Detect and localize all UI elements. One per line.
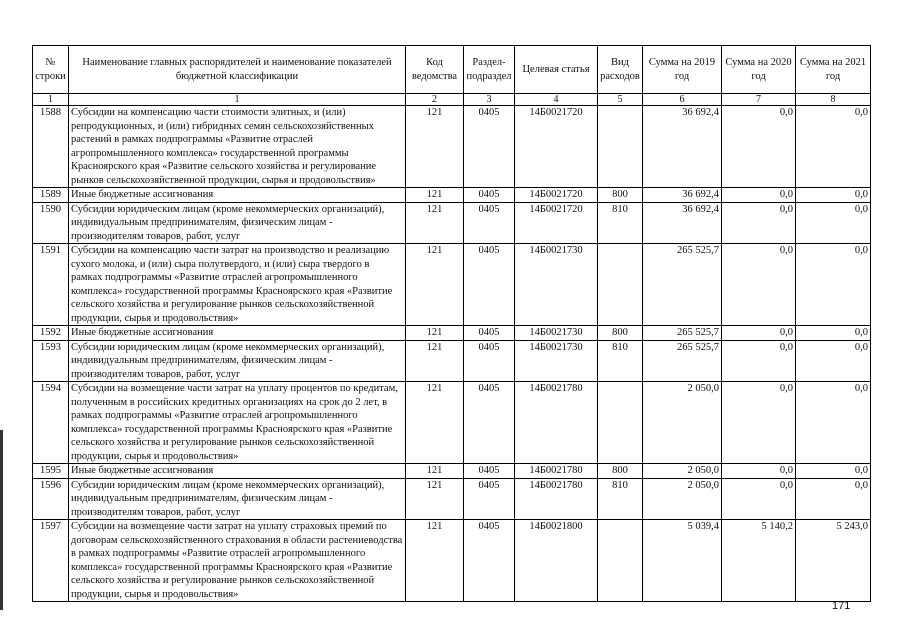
row-target-article: 14Б0021730 [515, 340, 598, 382]
table-row [33, 382, 871, 464]
row-section-code: 0405 [464, 106, 515, 188]
row-sum-2021: 0,0 [796, 188, 871, 203]
row-section-code: 0405 [464, 464, 515, 479]
row-section-code: 0405 [464, 340, 515, 382]
row-target-article: 14Б0021780 [515, 464, 598, 479]
header-name: Наименование главных распорядителей и наименование показателей бюджетной классификации [69, 46, 406, 94]
header-row-no: № строки [33, 46, 69, 94]
table-row [33, 188, 871, 203]
row-name: Субсидии юридическим лицам (кроме некоммерческих организаций), индивидуальным предпринимателям, физическим лицам - производителям товаров, работ, услуг [69, 202, 406, 244]
column-number: 3 [464, 94, 515, 106]
row-number: 1595 [33, 464, 69, 479]
row-name: Субсидии на компенсацию части затрат на производство и реализацию сухого молока, и (или) сыра полутвердого, и (или) сыра твердого в рамках подпрограммы «Развитие отраслей агропромышленного комплекса» государственной программы Красноярского края «Развитие сельского хозяйства и регулирование рынков сельскохозяйственной продукции, сырья и продовольствия» [69, 244, 406, 326]
row-expense-type [598, 520, 643, 602]
table-body [33, 106, 871, 602]
row-sum-2021: 0,0 [796, 106, 871, 188]
row-sum-2019: 265 525,7 [643, 244, 722, 326]
row-number: 1597 [33, 520, 69, 602]
row-target-article: 14Б0021730 [515, 244, 598, 326]
row-sum-2020: 0,0 [722, 478, 796, 520]
row-expense-type: 800 [598, 464, 643, 479]
row-dept-code: 121 [406, 464, 464, 479]
row-sum-2020: 0,0 [722, 106, 796, 188]
row-sum-2020: 0,0 [722, 340, 796, 382]
column-number-row [33, 94, 871, 106]
row-number: 1589 [33, 188, 69, 203]
row-dept-code: 121 [406, 520, 464, 602]
row-name: Иные бюджетные ассигнования [69, 188, 406, 203]
row-sum-2021: 0,0 [796, 340, 871, 382]
row-expense-type [598, 244, 643, 326]
row-target-article: 14Б0021800 [515, 520, 598, 602]
row-expense-type: 810 [598, 478, 643, 520]
header-target: Целевая статья [515, 46, 598, 94]
row-name: Субсидии юридическим лицам (кроме некоммерческих организаций), индивидуальным предпринимателям, физическим лицам - производителям товаров, работ, услуг [69, 478, 406, 520]
row-target-article: 14Б0021720 [515, 106, 598, 188]
row-dept-code: 121 [406, 382, 464, 464]
row-sum-2021: 0,0 [796, 202, 871, 244]
row-sum-2020: 0,0 [722, 188, 796, 203]
row-dept-code: 121 [406, 340, 464, 382]
row-section-code: 0405 [464, 520, 515, 602]
page-number: 171 [832, 600, 851, 612]
row-sum-2019: 36 692,4 [643, 106, 722, 188]
row-expense-type: 800 [598, 188, 643, 203]
row-section-code: 0405 [464, 202, 515, 244]
row-number: 1594 [33, 382, 69, 464]
row-dept-code: 121 [406, 244, 464, 326]
row-name: Субсидии на компенсацию части стоимости элитных, и (или) репродукционных, и (или) гибридных семян сельскохозяйственных растений в рамках подпрограммы «Развитие отраслей агропромышленного комплекса» государственной программы Красноярского края «Развитие сельского хозяйства и регулирование рынков сельскохозяйственной продукции, сырья и продовольствия» [69, 106, 406, 188]
row-target-article: 14Б0021720 [515, 202, 598, 244]
row-sum-2019: 265 525,7 [643, 326, 722, 341]
row-name: Субсидии на возмещение части затрат на уплату процентов по кредитам, полученным в российских кредитных организациях на срок до 2 лет, в рамках подпрограммы «Развитие отраслей агропромышленного комплекса» государственной программы Красноярского края «Развитие сельского хозяйства и регулирование рынков сельскохозяйственной продукции, сырья и продовольствия» [69, 382, 406, 464]
row-sum-2019: 265 525,7 [643, 340, 722, 382]
table-row [33, 520, 871, 602]
row-sum-2019: 2 050,0 [643, 478, 722, 520]
header-dept: Код ведомства [406, 46, 464, 94]
header-sum-2020: Сумма на 2020 год [722, 46, 796, 94]
row-section-code: 0405 [464, 478, 515, 520]
column-number: 2 [406, 94, 464, 106]
column-number: 8 [796, 94, 871, 106]
row-sum-2020: 0,0 [722, 382, 796, 464]
budget-table [32, 45, 871, 602]
header-sum-2021: Сумма на 2021 год [796, 46, 871, 94]
table-row [33, 326, 871, 341]
row-sum-2020: 0,0 [722, 202, 796, 244]
row-section-code: 0405 [464, 326, 515, 341]
row-target-article: 14Б0021780 [515, 382, 598, 464]
row-number: 1592 [33, 326, 69, 341]
row-expense-type: 800 [598, 326, 643, 341]
row-section-code: 0405 [464, 244, 515, 326]
scan-edge-mark [0, 430, 3, 610]
row-sum-2021: 0,0 [796, 244, 871, 326]
table-header-row [33, 46, 871, 94]
table-row [33, 106, 871, 188]
row-name: Иные бюджетные ассигнования [69, 464, 406, 479]
row-dept-code: 121 [406, 106, 464, 188]
row-sum-2019: 5 039,4 [643, 520, 722, 602]
row-sum-2021: 0,0 [796, 478, 871, 520]
table-row [33, 244, 871, 326]
row-expense-type: 810 [598, 202, 643, 244]
row-sum-2019: 36 692,4 [643, 188, 722, 203]
row-number: 1588 [33, 106, 69, 188]
row-number: 1590 [33, 202, 69, 244]
row-sum-2020: 0,0 [722, 326, 796, 341]
row-sum-2019: 36 692,4 [643, 202, 722, 244]
row-sum-2019: 2 050,0 [643, 464, 722, 479]
column-number: 1 [33, 94, 69, 106]
row-sum-2020: 0,0 [722, 244, 796, 326]
row-number: 1596 [33, 478, 69, 520]
header-exp-type: Вид расходов [598, 46, 643, 94]
column-number: 6 [643, 94, 722, 106]
row-name: Субсидии на возмещение части затрат на уплату страховых премий по договорам сельскохозяйственного страхования в области растениеводства в рамках подпрограммы «Развитие отраслей агропромышленного комплекса» государственной программы Красноярского края «Развитие сельского хозяйства и регулирование рынков сельскохозяйственной продукции, сырья и продовольствия» [69, 520, 406, 602]
row-target-article: 14Б0021720 [515, 188, 598, 203]
row-sum-2021: 0,0 [796, 326, 871, 341]
row-expense-type [598, 106, 643, 188]
row-sum-2020: 0,0 [722, 464, 796, 479]
row-dept-code: 121 [406, 478, 464, 520]
row-target-article: 14Б0021780 [515, 478, 598, 520]
row-dept-code: 121 [406, 202, 464, 244]
table-row [33, 340, 871, 382]
row-sum-2021: 5 243,0 [796, 520, 871, 602]
column-number: 4 [515, 94, 598, 106]
row-number: 1591 [33, 244, 69, 326]
row-name: Субсидии юридическим лицам (кроме некоммерческих организаций), индивидуальным предпринимателям, физическим лицам - производителям товаров, работ, услуг [69, 340, 406, 382]
column-number: 5 [598, 94, 643, 106]
column-number: 7 [722, 94, 796, 106]
row-expense-type: 810 [598, 340, 643, 382]
row-expense-type [598, 382, 643, 464]
row-name: Иные бюджетные ассигнования [69, 326, 406, 341]
column-number: 1 [69, 94, 406, 106]
header-section: Раздел-подраздел [464, 46, 515, 94]
row-section-code: 0405 [464, 188, 515, 203]
row-sum-2020: 5 140,2 [722, 520, 796, 602]
row-dept-code: 121 [406, 326, 464, 341]
row-sum-2019: 2 050,0 [643, 382, 722, 464]
row-number: 1593 [33, 340, 69, 382]
row-dept-code: 121 [406, 188, 464, 203]
row-target-article: 14Б0021730 [515, 326, 598, 341]
table-row [33, 202, 871, 244]
row-sum-2021: 0,0 [796, 382, 871, 464]
table-row [33, 464, 871, 479]
header-sum-2019: Сумма на 2019 год [643, 46, 722, 94]
row-sum-2021: 0,0 [796, 464, 871, 479]
table-row [33, 478, 871, 520]
row-section-code: 0405 [464, 382, 515, 464]
